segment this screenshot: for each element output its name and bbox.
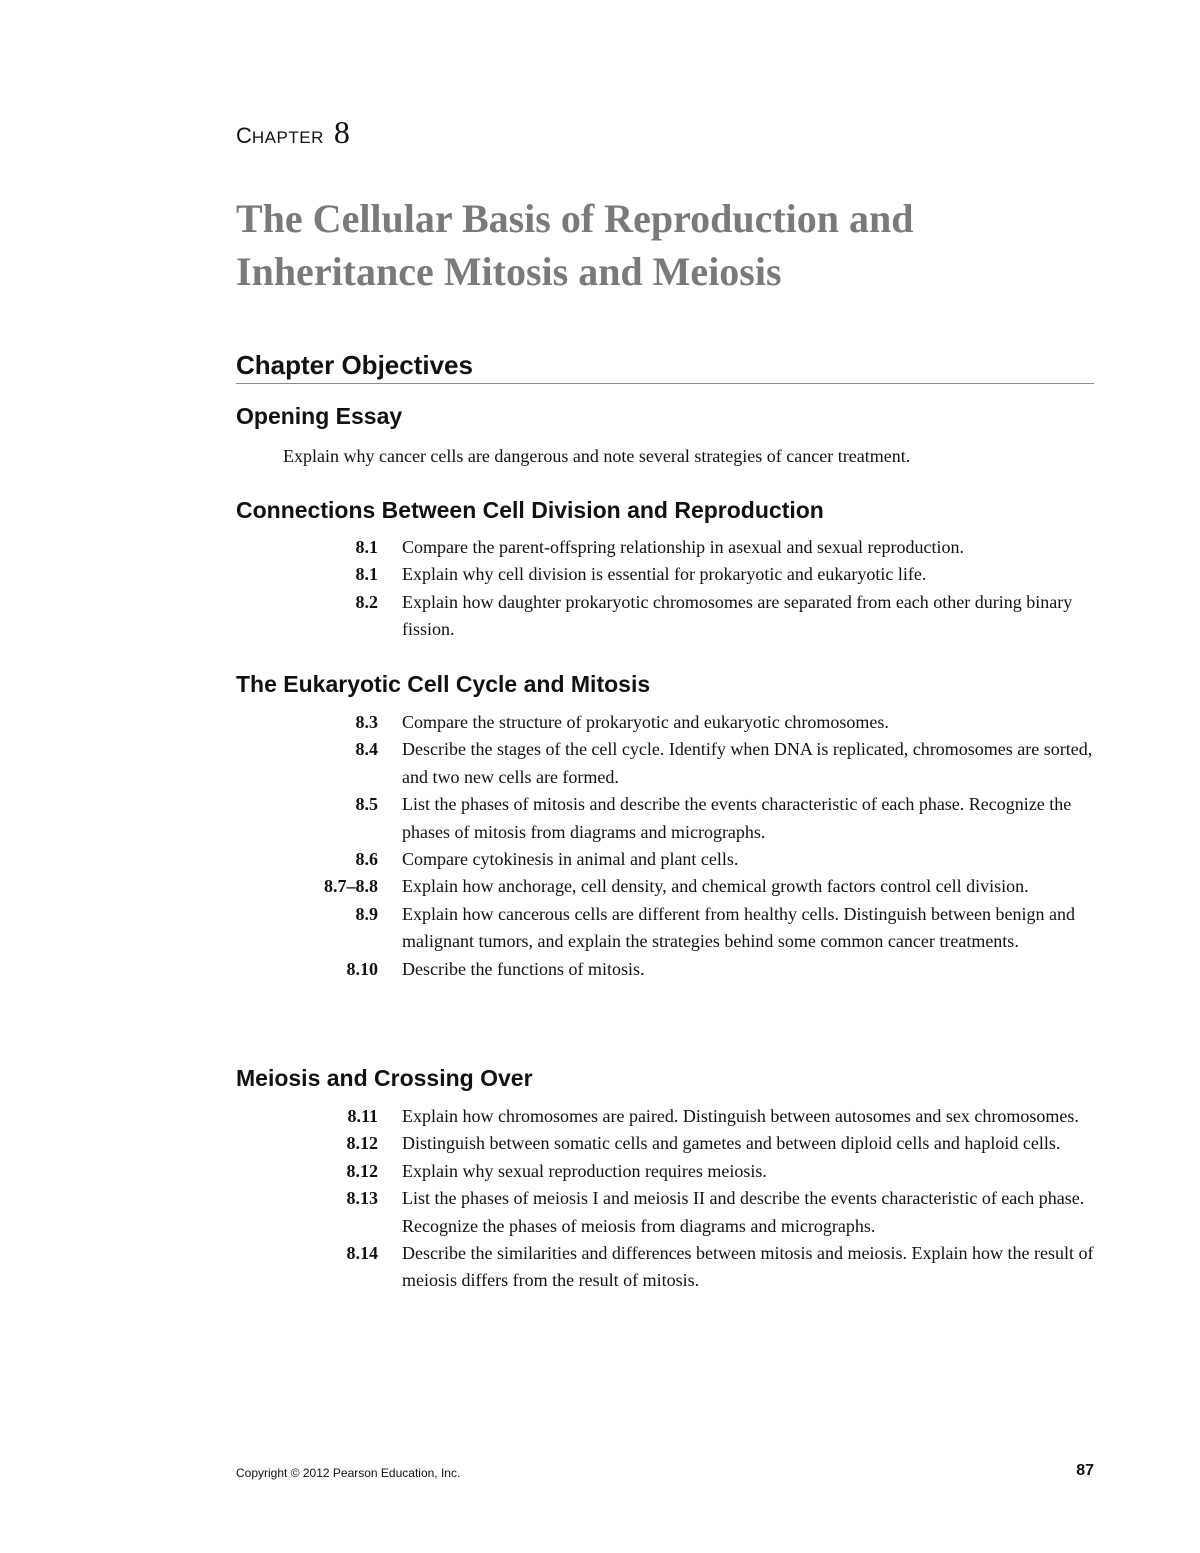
objective-item bbox=[0, 561, 1200, 588]
objective-text: Explain why cell division is essential for prokaryotic and eukaryotic life. bbox=[402, 564, 927, 585]
objective-item bbox=[0, 791, 1200, 846]
objective-item bbox=[0, 901, 1200, 956]
chapter-label-rest: HAPTER bbox=[251, 128, 324, 147]
objective-number: 8.3 bbox=[355, 712, 378, 732]
chapter-label-initial: C bbox=[236, 123, 252, 148]
section-heading-cell-division: Connections Between Cell Division and Reproduction bbox=[236, 497, 824, 523]
objective-number: 8.9 bbox=[355, 903, 378, 924]
objective-list-meiosis bbox=[0, 1103, 1200, 1295]
opening-essay-text: Explain why cancer cells are dangerous and note several strategies of cancer treatment. bbox=[283, 446, 911, 466]
objectives-heading: Chapter Objectives bbox=[236, 350, 473, 380]
objective-text: Explain how daughter prokaryotic chromosomes are separated from each other during binary fission. bbox=[402, 591, 1073, 640]
objective-item bbox=[0, 1103, 1200, 1130]
objective-item bbox=[0, 589, 1200, 644]
objective-item bbox=[0, 534, 1200, 561]
objective-number: 8.14 bbox=[346, 1243, 378, 1264]
chapter-number: 8 bbox=[333, 114, 350, 150]
objective-number: 8.6 bbox=[355, 849, 378, 870]
objective-text: List the phases of meiosis I and meiosis II and describe the events characteristic of each phase. Recognize the phases of meiosis from diagrams and micrographs. bbox=[402, 1188, 1085, 1236]
objective-text: List the phases of mitosis and describe the events characteristic of each phase. Recognize the phases of mitosis from diagrams and micrographs. bbox=[402, 794, 1072, 842]
objective-number: 8.7–8.8 bbox=[324, 876, 378, 897]
objective-text: Describe the functions of mitosis. bbox=[402, 958, 645, 979]
copyright-notice: Copyright © 2012 Pearson Education, Inc. bbox=[236, 1466, 461, 1480]
chapter-title-line-2: Inheritance Mitosis and Meiosis bbox=[236, 249, 782, 294]
objective-item bbox=[0, 846, 1200, 873]
objective-text: Compare cytokinesis in animal and plant cells. bbox=[402, 849, 739, 870]
chapter-label bbox=[236, 114, 350, 151]
objective-item bbox=[0, 1185, 1200, 1240]
objective-number: 8.2 bbox=[355, 591, 378, 612]
objective-text: Compare the parent-offspring relationship in asexual and sexual reproduction. bbox=[402, 537, 964, 557]
objective-text: Compare the structure of prokaryotic and eukaryotic chromosomes. bbox=[402, 712, 889, 732]
objective-item bbox=[0, 956, 1200, 983]
objective-text: Explain how chromosomes are paired. Distinguish between autosomes and sex chromosomes. bbox=[402, 1106, 1079, 1126]
objective-item bbox=[0, 709, 1200, 736]
objective-text: Describe the similarities and differences between mitosis and meiosis. Explain how the result of meiosis differs from the result of mitosis. bbox=[402, 1243, 1094, 1291]
objective-number: 8.10 bbox=[346, 958, 378, 979]
objective-list-cell-cycle bbox=[0, 709, 1200, 983]
objective-item bbox=[0, 1158, 1200, 1185]
objective-text: Distinguish between somatic cells and gametes and between diploid cells and haploid cells. bbox=[402, 1133, 1061, 1154]
objective-number: 8.5 bbox=[355, 794, 378, 815]
objective-item bbox=[0, 1130, 1200, 1157]
objective-number: 8.1 bbox=[355, 564, 378, 585]
objective-number: 8.13 bbox=[346, 1188, 378, 1209]
objectives-divider bbox=[236, 383, 1094, 384]
objective-text: Explain how anchorage, cell density, and chemical growth factors control cell division. bbox=[402, 876, 1029, 897]
objective-item bbox=[0, 873, 1200, 900]
objective-item bbox=[0, 1240, 1200, 1295]
chapter-title-line-1: The Cellular Basis of Reproduction and bbox=[236, 196, 914, 241]
section-heading-cell-cycle: The Eukaryotic Cell Cycle and Mitosis bbox=[236, 671, 651, 697]
objective-number: 8.12 bbox=[346, 1160, 378, 1181]
objective-number: 8.1 bbox=[355, 537, 378, 557]
objective-text: Describe the stages of the cell cycle. Identify when DNA is replicated, chromosomes are sorted, and two new cells are formed. bbox=[402, 739, 1093, 787]
objective-text: Explain how cancerous cells are different from healthy cells. Distinguish between benign and malignant tumors, and explain the strategies behind some common cancer treatments. bbox=[402, 903, 1075, 952]
objective-item bbox=[0, 736, 1200, 791]
objective-number: 8.11 bbox=[347, 1106, 378, 1126]
objective-number: 8.12 bbox=[346, 1133, 378, 1154]
section-heading-meiosis: Meiosis and Crossing Over bbox=[236, 1065, 533, 1091]
objective-text: Explain why sexual reproduction requires meiosis. bbox=[402, 1160, 767, 1181]
opening-essay-heading: Opening Essay bbox=[236, 403, 403, 429]
objective-number: 8.4 bbox=[355, 739, 378, 760]
chapter-title bbox=[236, 192, 1116, 298]
objective-list-cell-division bbox=[0, 534, 1200, 644]
page-number: 87 bbox=[1076, 1462, 1094, 1479]
